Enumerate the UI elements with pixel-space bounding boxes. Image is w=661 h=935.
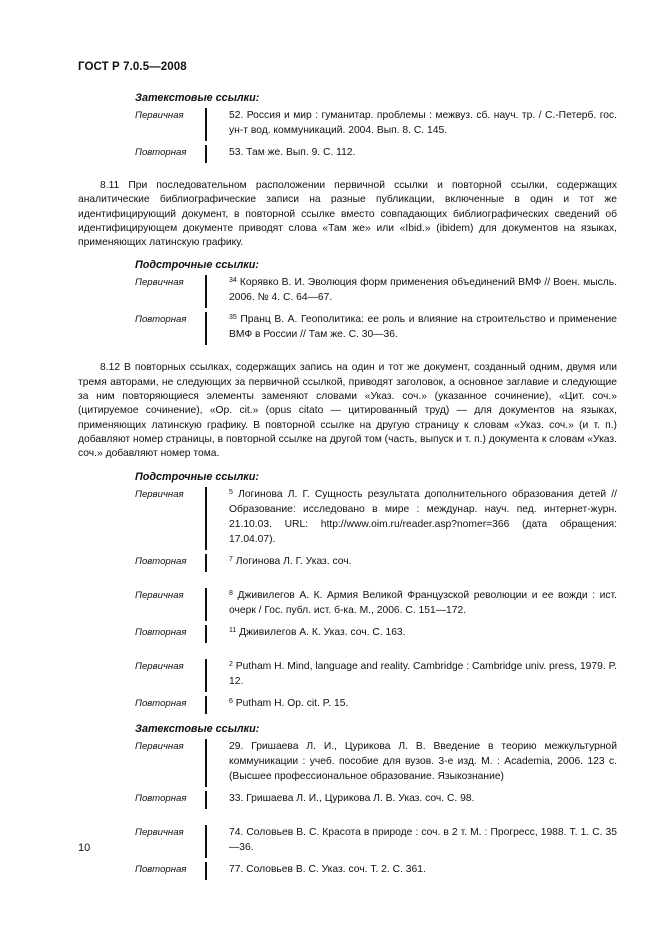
- subsection-title: Затекстовые ссылки:: [135, 92, 260, 104]
- example-table: [135, 275, 617, 345]
- example-row-repeat: [135, 625, 617, 643]
- citation-text: $^7$ Логинова Л. Г. Указ. соч.: [229, 555, 352, 567]
- citation-text: 33. Гришаева Л. И., Цурикова Л. В. Указ. соч. С. 98.: [229, 792, 475, 804]
- example-row-repeat: [135, 145, 617, 163]
- example-row-repeat: [135, 862, 617, 880]
- example-row-repeat: [135, 554, 617, 572]
- row-label: Первичная: [135, 488, 184, 500]
- row-label: Повторная: [135, 697, 187, 709]
- example-row-primary: [135, 659, 617, 692]
- citation-text: 77. Соловьев В. С. Указ. соч. Т. 2. С. 361.: [229, 863, 426, 875]
- example-row-primary: [135, 108, 617, 141]
- example-row-repeat: [135, 312, 617, 345]
- citation-text: $^{11}$ Дживилегов А. К. Указ. соч. С. 163.: [229, 626, 406, 638]
- footnote-number: 8: [229, 589, 233, 597]
- page-number: 10: [78, 842, 91, 854]
- row-label: Повторная: [135, 863, 187, 875]
- page-content: [78, 92, 617, 880]
- example-table: [135, 487, 617, 714]
- row-label: Первичная: [135, 589, 184, 601]
- row-label: Первичная: [135, 826, 184, 838]
- example-row-primary: [135, 739, 617, 787]
- row-label: Первичная: [135, 740, 184, 752]
- subsection-title: Подстрочные ссылки:: [135, 470, 259, 483]
- citation-text: 53. Там же. Вып. 9. С. 112.: [229, 147, 356, 158]
- row-label: Повторная: [135, 626, 187, 638]
- footnote-number: 34: [229, 277, 237, 285]
- footnote-number: 5: [229, 488, 233, 496]
- row-label: Повторная: [135, 555, 187, 567]
- example-row-primary: [135, 588, 617, 621]
- footnote-number: 7: [229, 555, 233, 563]
- citation-text: $^8$ Дживилегов А. К. Армия Великой Французской революции и ее вожди : ист. очерк / Гос. публ. ист. б-ка. М., 2006. С. 151—172.: [229, 589, 617, 616]
- paragraph-8-11: 8.11 При последовательном расположении первичной ссылки и повторной ссылки, содержащих аналитические библиографические записи на разные публикации, включенные в один и тот же идентифицирующий документ, в повторной ссылке вместо совпадающих библиографических сведений об идентифицирующем документе приводят слова «Там же» или «Ibid.» (ibidem) для документов на языках, применяющих латинскую графику.: [78, 180, 617, 249]
- citation-text: 74. Соловьев В. С. Красота в природе : соч. в 2 т. М. : Прогресс, 1988. Т. 1. С. 35—36.: [229, 826, 617, 853]
- footnote-number: 2: [229, 660, 233, 668]
- subsection-title: Затекстовые ссылки:: [135, 722, 260, 735]
- citation-text: 29. Гришаева Л. И., Цурикова Л. В. Введение в теорию межкультурной коммуникации : учеб. пособие для вузов. 3-е изд. М. : Academia, 2006. 123 с. (Высшее профессиональное образование. Языкознание): [229, 740, 617, 782]
- row-label: Первичная: [135, 660, 184, 672]
- footnote-number: 35: [229, 314, 237, 322]
- citation-text: $^6$ Putham H. Op. cit. P. 15.: [229, 697, 349, 709]
- paragraph-8-12: 8.12 В повторных ссылках, содержащих запись на один и тот же документ, созданный одним, двумя или тремя авторами, не следующих за первичной ссылкой, приводят заголовок, а основное заглавие и следующие за ним повторяющиеся элементы заменяют словами «Указ. соч.» (указанное сочинение), «Цит. соч.» (цитируемое сочинение), «Op. cit.» (opus citato — цитированный труд) — для документов на языках, применяющих латинскую графику. В повторной ссылке на другую страницу к словам «Указ. соч.» (и т. п.) добавляют номер страницы, в повторной ссылке на другой том (часть, выпуск и т. п.) документа к словам «Указ. соч.» добавляют номер тома.: [78, 362, 617, 460]
- citation-text: 52. Россия и мир : гуманитар. проблемы : межвуз. сб. науч. тр. / С.-Петерб. гос. ун-т вод. коммуникаций. 2004. Вып. 8. С. 145.: [229, 110, 617, 136]
- row-label: Первичная: [135, 277, 184, 289]
- footnote-number: 11: [229, 626, 237, 634]
- citation-text: $^5$ Логинова Л. Г. Сущность результата дополнительного образования детей // Образование: исследовано в мире : междунар. науч. пед. интернет-журн. 21.10.03. URL: http://www.oim.ru/reader.asp?nomer=366 (дата обращения: 17.04.07).: [229, 488, 617, 545]
- citation-text: $^{35}$ Пранц В. А. Геополитика: ее роль и влияние на строительство и применение ВМФ в России // Там же. С. 30—36.: [229, 314, 617, 341]
- row-label: Повторная: [135, 314, 187, 326]
- example-row-primary: [135, 825, 617, 858]
- example-row-repeat: [135, 791, 617, 809]
- citation-text: $^{34}$ Корявко В. И. Эволюция форм применения объединений ВМФ // Воен. мысль. 2006. № 4. С. 64—67.: [229, 277, 617, 304]
- example-row-repeat: [135, 696, 617, 714]
- example-row-primary: [135, 275, 617, 308]
- footnote-number: 6: [229, 697, 233, 705]
- example-row-primary: [135, 487, 617, 550]
- example-table: [135, 108, 617, 163]
- row-label: Первичная: [135, 110, 184, 121]
- row-label: Повторная: [135, 792, 187, 804]
- citation-text: $^2$ Putham H. Mind, language and reality. Cambridge : Cambridge univ. press, 1979. P. 12.: [229, 660, 617, 687]
- subsection-title: Подстрочные ссылки:: [135, 259, 259, 272]
- page-header: ГОСТ Р 7.0.5—2008: [78, 61, 187, 73]
- example-table: [135, 739, 617, 880]
- row-label: Повторная: [135, 147, 187, 158]
